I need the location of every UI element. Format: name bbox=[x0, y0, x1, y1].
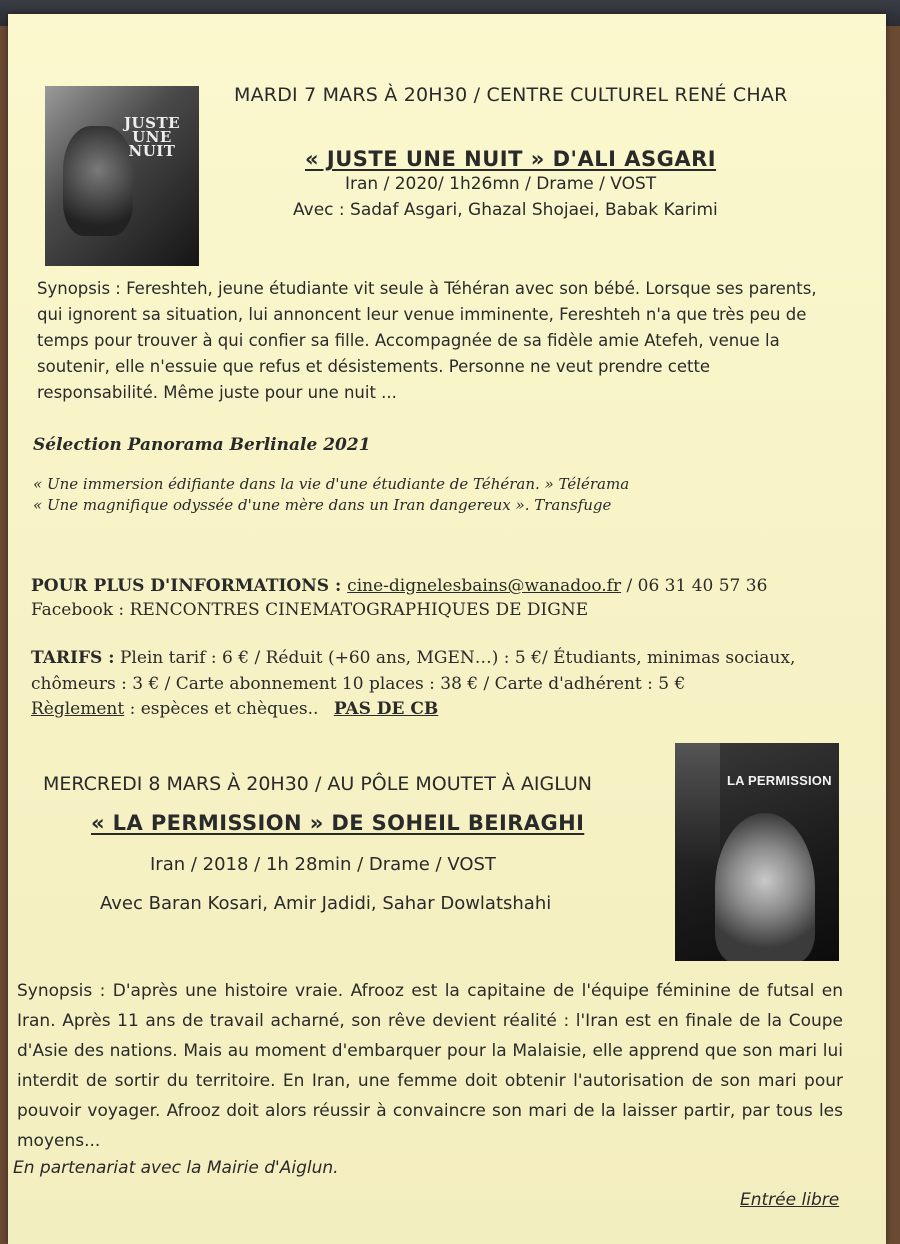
no-card-notice: PAS DE CB bbox=[333, 699, 439, 719]
reglement-line bbox=[31, 699, 438, 719]
event1-cast: Avec : Sadaf Asgari, Ghazal Shojaei, Babak Karimi bbox=[293, 200, 718, 220]
facebook-label: Facebook bbox=[31, 600, 114, 620]
event2-cast: Avec Baran Kosari, Amir Jadidi, Sahar Dowlatshahi bbox=[100, 893, 552, 914]
event2-meta: Iran / 2018 / 1h 28min / Drame / VOST bbox=[150, 854, 496, 875]
tarifs-line-2: chômeurs : 3 € / Carte abonnement 10 places : 38 € / Carte d'adhérent : 5 € bbox=[31, 674, 686, 694]
poster-juste-une-nuit bbox=[45, 86, 199, 266]
event1-selection: Sélection Panorama Berlinale 2021 bbox=[33, 435, 371, 455]
event2-film-title: « LA PERMISSION » DE SOHEIL BEIRAGHI bbox=[91, 811, 585, 835]
info-phone: / 06 31 40 57 36 bbox=[626, 576, 768, 596]
event1-quote-telerama: « Une immersion édifiante dans la vie d'une étudiante de Téhéran. » Télérama bbox=[33, 475, 630, 493]
tarifs-text-1: Plein tarif : 6 € / Réduit (+60 ans, MGEN…) : 5 €/ Étudiants, minimas sociaux, bbox=[119, 648, 796, 668]
event2-partnership: En partenariat avec la Mairie d'Aiglun. bbox=[13, 1158, 339, 1178]
flyer-sheet bbox=[8, 14, 886, 1244]
event2-synopsis: Synopsis : D'après une histoire vraie. Afrooz est la capitaine de l'équipe féminine de futsal en Iran. Après 11 ans de travail acharné, son rêve devient réalité : l'Iran est en finale de la Coupe d'Asie des nations. Mais au moment d'embarquer pour la Malaisie, elle apprend que son mari lui interdit de sortir du territoire. En Iran, une femme doit obtenir l'autorisation de son mari pour pouvoir voyager. Afrooz doit alors réussir à convaincre son mari de la laisser partir, par tous les moyens... bbox=[17, 981, 843, 1151]
poster-title: LA PERMISSION bbox=[727, 773, 832, 788]
tarifs-line-1 bbox=[31, 648, 795, 668]
reglement-text: : espèces et chèques.. bbox=[129, 699, 319, 719]
info-email-link[interactable]: cine-dignelesbains@wanadoo.fr bbox=[347, 576, 622, 596]
poster-title: JUSTE UNE NUIT bbox=[123, 114, 181, 160]
event2-entry: Entrée libre bbox=[740, 1190, 840, 1210]
event2-date-venue: MERCREDI 8 MARS À 20H30 / AU PÔLE MOUTET À AIGLUN bbox=[43, 773, 592, 795]
poster-la-permission bbox=[675, 743, 839, 961]
event1-quote-transfuge: « Une magnifique odyssée d'une mère dans un Iran dangereux ». Transfuge bbox=[33, 496, 612, 514]
facebook-page: RENCONTRES CINEMATOGRAPHIQUES DE DIGNE bbox=[129, 600, 589, 620]
tarifs-label: TARIFS : bbox=[31, 648, 115, 668]
event1-meta: Iran / 2020/ 1h26mn / Drame / VOST bbox=[345, 174, 657, 194]
facebook-line: Facebook : RENCONTRES CINEMATOGRAPHIQUES DE DIGNE bbox=[31, 600, 589, 620]
reglement-label: Règlement bbox=[31, 699, 125, 719]
poster-woman-image bbox=[715, 813, 815, 961]
info-line: POUR PLUS D'INFORMATIONS : cine-dignelesbains@wanadoo.fr / 06 31 40 57 36 bbox=[31, 576, 768, 596]
event1-date-venue: MARDI 7 MARS À 20H30 / CENTRE CULTUREL RENÉ CHAR bbox=[234, 84, 788, 106]
info-label: POUR PLUS D'INFORMATIONS bbox=[31, 576, 330, 596]
event1-synopsis: Synopsis : Fereshteh, jeune étudiante vit seule à Téhéran avec son bébé. Lorsque ses parents, qui ignorent sa situation, lui annoncent leur venue imminente, Fereshteh n'a que très peu de temps pour trouver à qui confier sa fille. Accompagnée de sa fidèle amie Atefeh, venue la soutenir, elle n'essuie que refus et désistements. Personne ne veut prendre cette responsabilité. Même juste pour une nuit ... bbox=[37, 279, 817, 402]
event1-film-title: « JUSTE UNE NUIT » D'ALI ASGARI bbox=[305, 147, 717, 171]
poster-man-image bbox=[675, 743, 720, 863]
